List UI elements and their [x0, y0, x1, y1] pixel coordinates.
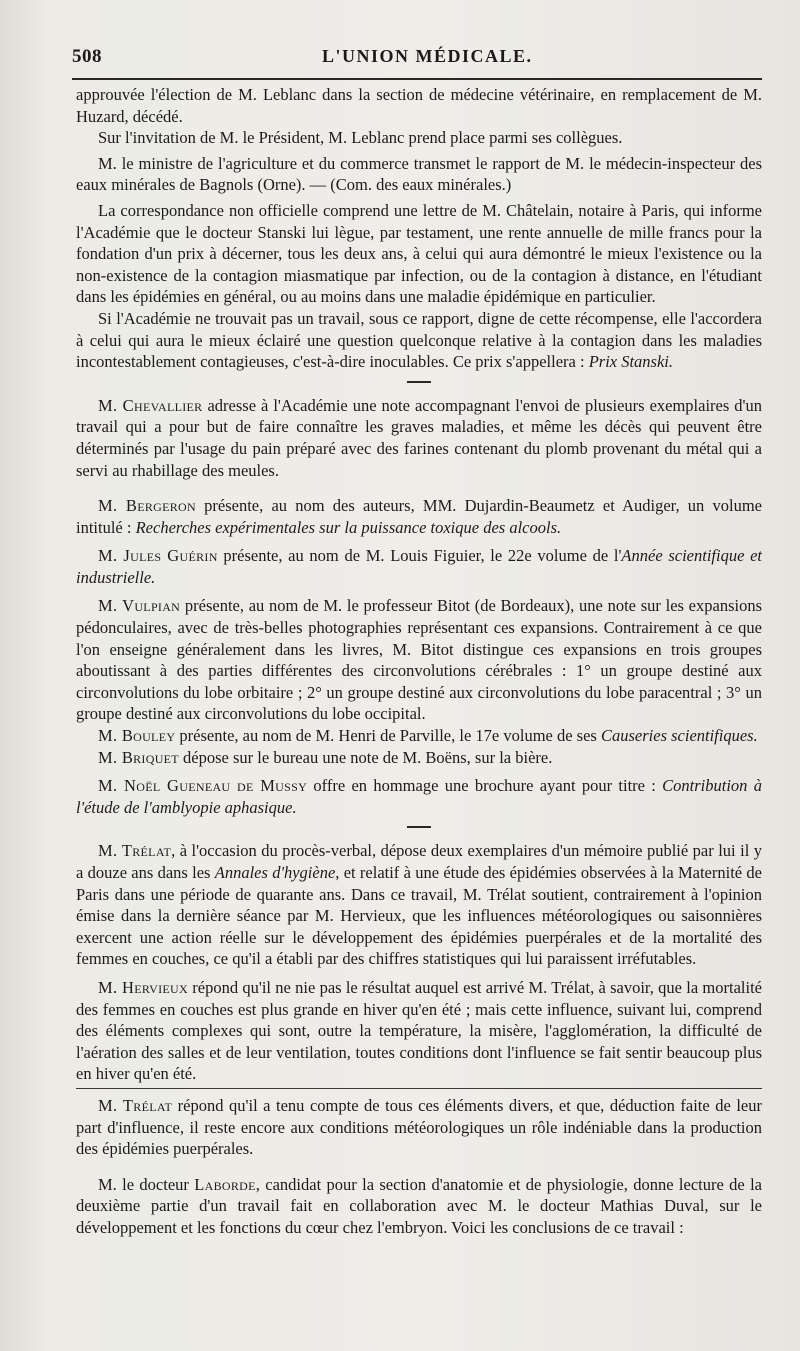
- speaker-name: Laborde: [194, 1174, 256, 1194]
- paragraph-ministre: M. le ministre de l'agriculture et du commerce transmet le rapport de M. le médecin-inspecteur des eaux minérales de Bagnols (Orne). — (Com. des eaux minérales.): [76, 153, 762, 195]
- paragraph-trelat: [76, 840, 762, 970]
- paragraph-text: présente, au nom des auteurs, MM. Dujardin-Beaumetz et Audiger, un volume intitulé :: [76, 496, 762, 537]
- paragraph-election: approuvée l'élection de M. Leblanc dans la section de médecine vétérinaire, en remplacement de M. Huzard, décédé.: [76, 85, 762, 126]
- paragraph-correspondance: La correspondance non officielle comprend une lettre de M. Châtelain, notaire à Paris, qui informe l'Académie que le docteur Stanski lui lègue, par testament, une rente annuelle de mille francs pour la fondation d'un prix à décerner, tous les deux ans, à celui qui aura démontré le mieux l'existence ou la non-existence de la contagion miasmatique par infection, ou de la contagion à distance, en l'étudiant dans les épidémies en général, ou au moins dans une maladie épidémique en particulier.: [76, 200, 762, 307]
- paragraph-laborde: [76, 1174, 762, 1239]
- paragraph-text: offre en hommage une brochure ayant pour titre :: [307, 776, 663, 796]
- speaker-name: M. Hervieux: [98, 977, 188, 997]
- paragraph-prix-stanski: [76, 308, 762, 373]
- page-body: [76, 84, 762, 1239]
- paragraph-text: présente, au nom de M. le professeur Bitot (de Bordeaux), une note sur les expansions pédonculaires, avec de très-belles photographies représentant ces expansions. Contrairement à ce que l'on enseigne généralement dans les livres, M. Bitot distingue ces expansions en trois groupes aboutissant à des parties différentes des circonvolutions cérébrales : 1° un groupe destiné aux circonvolutions du lobe orbitaire ; 2° un groupe destiné aux circonvolutions du lobe paracentral ; 3° un groupe destiné aux circonvolutions du lobe occipital.: [76, 596, 762, 724]
- speaker-name: M. Briquet: [98, 747, 179, 767]
- paragraph-text: dépose sur le bureau une note de M. Boëns, sur la bière.: [178, 747, 553, 767]
- paragraph-text: présente, au nom de M. Henri de Parville, le 17e volume de ses: [175, 726, 601, 746]
- page-header: [72, 42, 757, 74]
- speaker-name: M. Bergeron: [98, 496, 196, 516]
- page-number: 508: [72, 46, 102, 67]
- header-rule: [72, 78, 762, 80]
- speaker-name: M. Bouley: [98, 726, 176, 746]
- speaker-name: M. Chevallier: [98, 395, 203, 415]
- paragraph-text: M. le docteur: [98, 1174, 195, 1194]
- paragraph-briquet: [76, 747, 762, 769]
- paragraph-hervieux: [76, 977, 762, 1085]
- section-separator: [407, 826, 431, 828]
- paragraph-gueneau-de-mussy: [76, 775, 762, 818]
- prix-name: Prix Stanski.: [588, 352, 674, 372]
- journal-title: Annales d'hygiène: [214, 863, 336, 882]
- section-rule: [76, 1088, 762, 1089]
- paragraph-text: adresse à l'Académie une note accompagnant l'envoi de plusieurs exemplaires d'un travail qui a pour but de faire connaître les graves maladies, et même les décès qui peuvent être déterminés par l'usage du pain préparé avec des farines contenant du plomb provenant du métal qui a servi au rhabillage des meules.: [76, 395, 762, 480]
- book-title: Contribution à l'étude de l'amblyopie aphasique.: [76, 776, 762, 817]
- paragraph-vulpian: [76, 595, 762, 725]
- paragraph-text: , à l'occasion du procès-verbal, dépose deux exemplaires d'un mémoire publié par lui il y a douze ans dans les: [76, 841, 763, 882]
- speaker-name: M. Trélat: [98, 1095, 173, 1115]
- speaker-name: M. Noël Gueneau de Mussy: [98, 776, 308, 796]
- paragraph-text: , candidat pour la section d'anatomie et de physiologie, donne lecture de la deuxième partie d'un travail fait en collaboration avec M. le docteur Mathias Duval, sur le développement et les fonctions du cœur chez l'embryon. Voici les conclusions de ce travail :: [76, 1174, 762, 1237]
- book-title: Causeries scientifiques.: [600, 726, 758, 746]
- book-title: Année scientifique et industrielle.: [76, 546, 762, 587]
- paragraph-text: présente, au nom de M. Louis Figuier, le 22e volume de l': [217, 546, 622, 566]
- paragraph-guerin: [76, 545, 762, 588]
- speaker-name: M. Trélat: [98, 841, 172, 861]
- section-separator: [407, 381, 431, 383]
- prix-text: Si l'Académie ne trouvait pas un travail, sous ce rapport, digne de cette récompense, elle l'accordera à celui qui aura le mieux éclairé une question quelconque relative à la contagion dans les maladies incontestablement contagieuses, c'est-à-dire inoculables. Ce prix s'appellera :: [76, 308, 762, 372]
- paragraph-text: répond qu'il ne nie pas le résultat auquel est arrivé M. Trélat, à savoir, que la mortalité des femmes en couches est plus grande en hiver qu'en été ; mais cette influence, suivant lui, comprend des éléments complexes qui sont, outre la température, la misère, l'agglomération, la difficulté de l'aération des salles et de leur ventilation, toutes conditions dont l'influence se fait sentir beaucoup plus en hiver qu'en été.: [76, 977, 762, 1084]
- speaker-name: M. Jules Guérin: [98, 546, 218, 566]
- running-title: L'UNION MÉDICALE.: [322, 46, 533, 66]
- paragraph-text: répond qu'il a tenu compte de tous ces éléments divers, et que, déduction faite de leur part d'influence, il reste encore aux conditions météorologiques un rôle indéniable dans la production des épidémies puerpérales.: [76, 1095, 762, 1159]
- paragraph-text: , et relatif à une étude des épidémies observées à la Maternité de Paris dans une période de quarante ans. Dans ce travail, M. Trélat soutient, contrairement à l'opinion émise dans la dernière séance par M. Hervieux, que les influences météorologiques ou saisonnières exercent une action réelle sur le développement des épidémies puerpérales et de la mortalité des femmes en couches, ce qu'il a établi par des chiffres statistiques qui lui paraissent irréfutables.: [76, 863, 762, 969]
- speaker-name: M. Vulpian: [98, 596, 181, 616]
- paragraph-leblanc-seated: Sur l'invitation de M. le Président, M. Leblanc prend place parmi ses collègues.: [98, 128, 623, 148]
- paragraph-chevallier: [76, 395, 762, 481]
- paragraph-bergeron: [76, 495, 762, 538]
- book-title: Recherches expérimentales sur la puissance toxique des alcools.: [135, 517, 562, 537]
- paragraph-bouley: [76, 725, 762, 747]
- paragraph-trelat-reply: [76, 1095, 762, 1160]
